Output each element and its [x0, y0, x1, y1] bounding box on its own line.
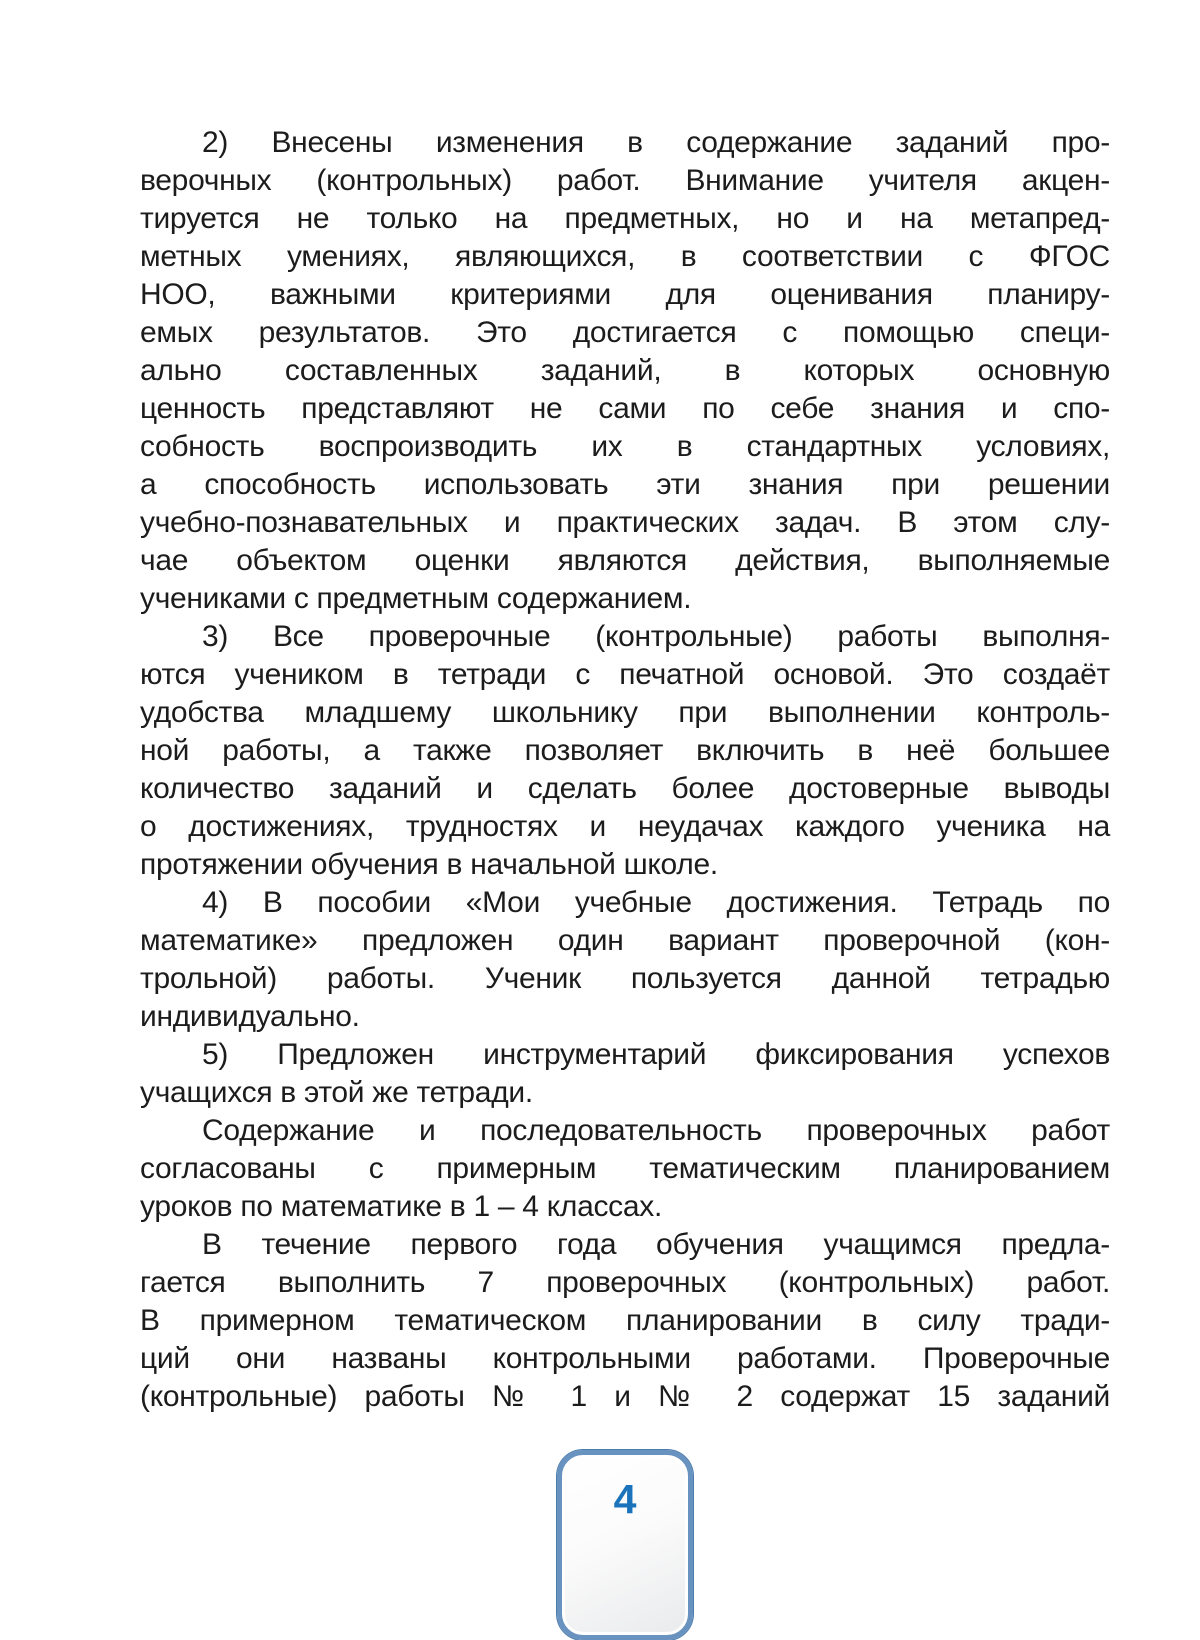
text-line: Содержание и последовательность проверочных работ — [202, 1114, 1110, 1147]
text-line: уроков по математике в 1 – 4 классах. — [140, 1190, 662, 1223]
text-line: емых результатов. Это достигается с помощью специ- — [140, 316, 1110, 349]
text-line: математике» предложен один вариант проверочной (кон- — [140, 924, 1110, 957]
text-line: НОО, важными критериями для оценивания планиру- — [140, 278, 1110, 311]
text-line: метных умениях, являющихся, в соответствии с ФГОС — [140, 240, 1110, 273]
text-line: протяжении обучения в начальной школе. — [140, 848, 718, 881]
text-line: ценность представляют не сами по себе знания и спо- — [140, 392, 1110, 425]
text-line: верочных (контрольных) работ. Внимание учителя акцен- — [140, 164, 1110, 197]
text-line: трольной) работы. Ученик пользуется данной тетрадью — [140, 962, 1110, 995]
text-line: а способность использовать эти знания при решении — [140, 468, 1110, 501]
text-line: ально составленных заданий, в которых основную — [140, 354, 1110, 387]
page-number: 4 — [613, 1476, 637, 1522]
text-line: индивидуально. — [140, 1000, 360, 1033]
text-line: согласованы с примерным тематическим планированием — [140, 1152, 1110, 1185]
text-line: гается выполнить 7 проверочных (контрольных) работ. — [140, 1266, 1110, 1299]
text-line: учебно-познавательных и практических задач. В этом слу- — [140, 506, 1110, 539]
text-line: учащихся в этой же тетради. — [140, 1076, 533, 1109]
text-line: удобства младшему школьнику при выполнении контроль- — [140, 696, 1110, 729]
text-line: (контрольные) работы № 1 и № 2 содержат 15 заданий — [140, 1380, 1110, 1413]
text-line: 2) Внесены изменения в содержание заданий про- — [202, 126, 1110, 159]
text-line: тируется не только на предметных, но и на метапред- — [140, 202, 1110, 235]
text-line: 4) В пособии «Мои учебные достижения. Тетрадь по — [202, 886, 1110, 919]
text-line: В примерном тематическом планировании в силу тради- — [140, 1304, 1110, 1337]
page-number-badge — [557, 1450, 693, 1640]
text-line: 5) Предложен инструментарий фиксирования успехов — [202, 1038, 1110, 1071]
body-text — [140, 124, 1110, 1416]
text-line: ций они названы контрольными работами. Проверочные — [140, 1342, 1110, 1375]
text-line: ются учеником в тетради с печатной основой. Это создаёт — [140, 658, 1110, 691]
text-line: учениками с предметным содержанием. — [140, 582, 692, 615]
text-line: о достижениях, трудностях и неудачах каждого ученика на — [140, 810, 1110, 843]
text-line: 3) Все проверочные (контрольные) работы выполня- — [202, 620, 1110, 653]
text-line: собность воспроизводить их в стандартных условиях, — [140, 430, 1110, 463]
text-line: В течение первого года обучения учащимся предла- — [202, 1228, 1110, 1261]
text-line: ной работы, а также позволяет включить в неё большее — [140, 734, 1110, 767]
text-line: количество заданий и сделать более достоверные выводы — [140, 772, 1110, 805]
text-line: чае объектом оценки являются действия, выполняемые — [140, 544, 1110, 577]
